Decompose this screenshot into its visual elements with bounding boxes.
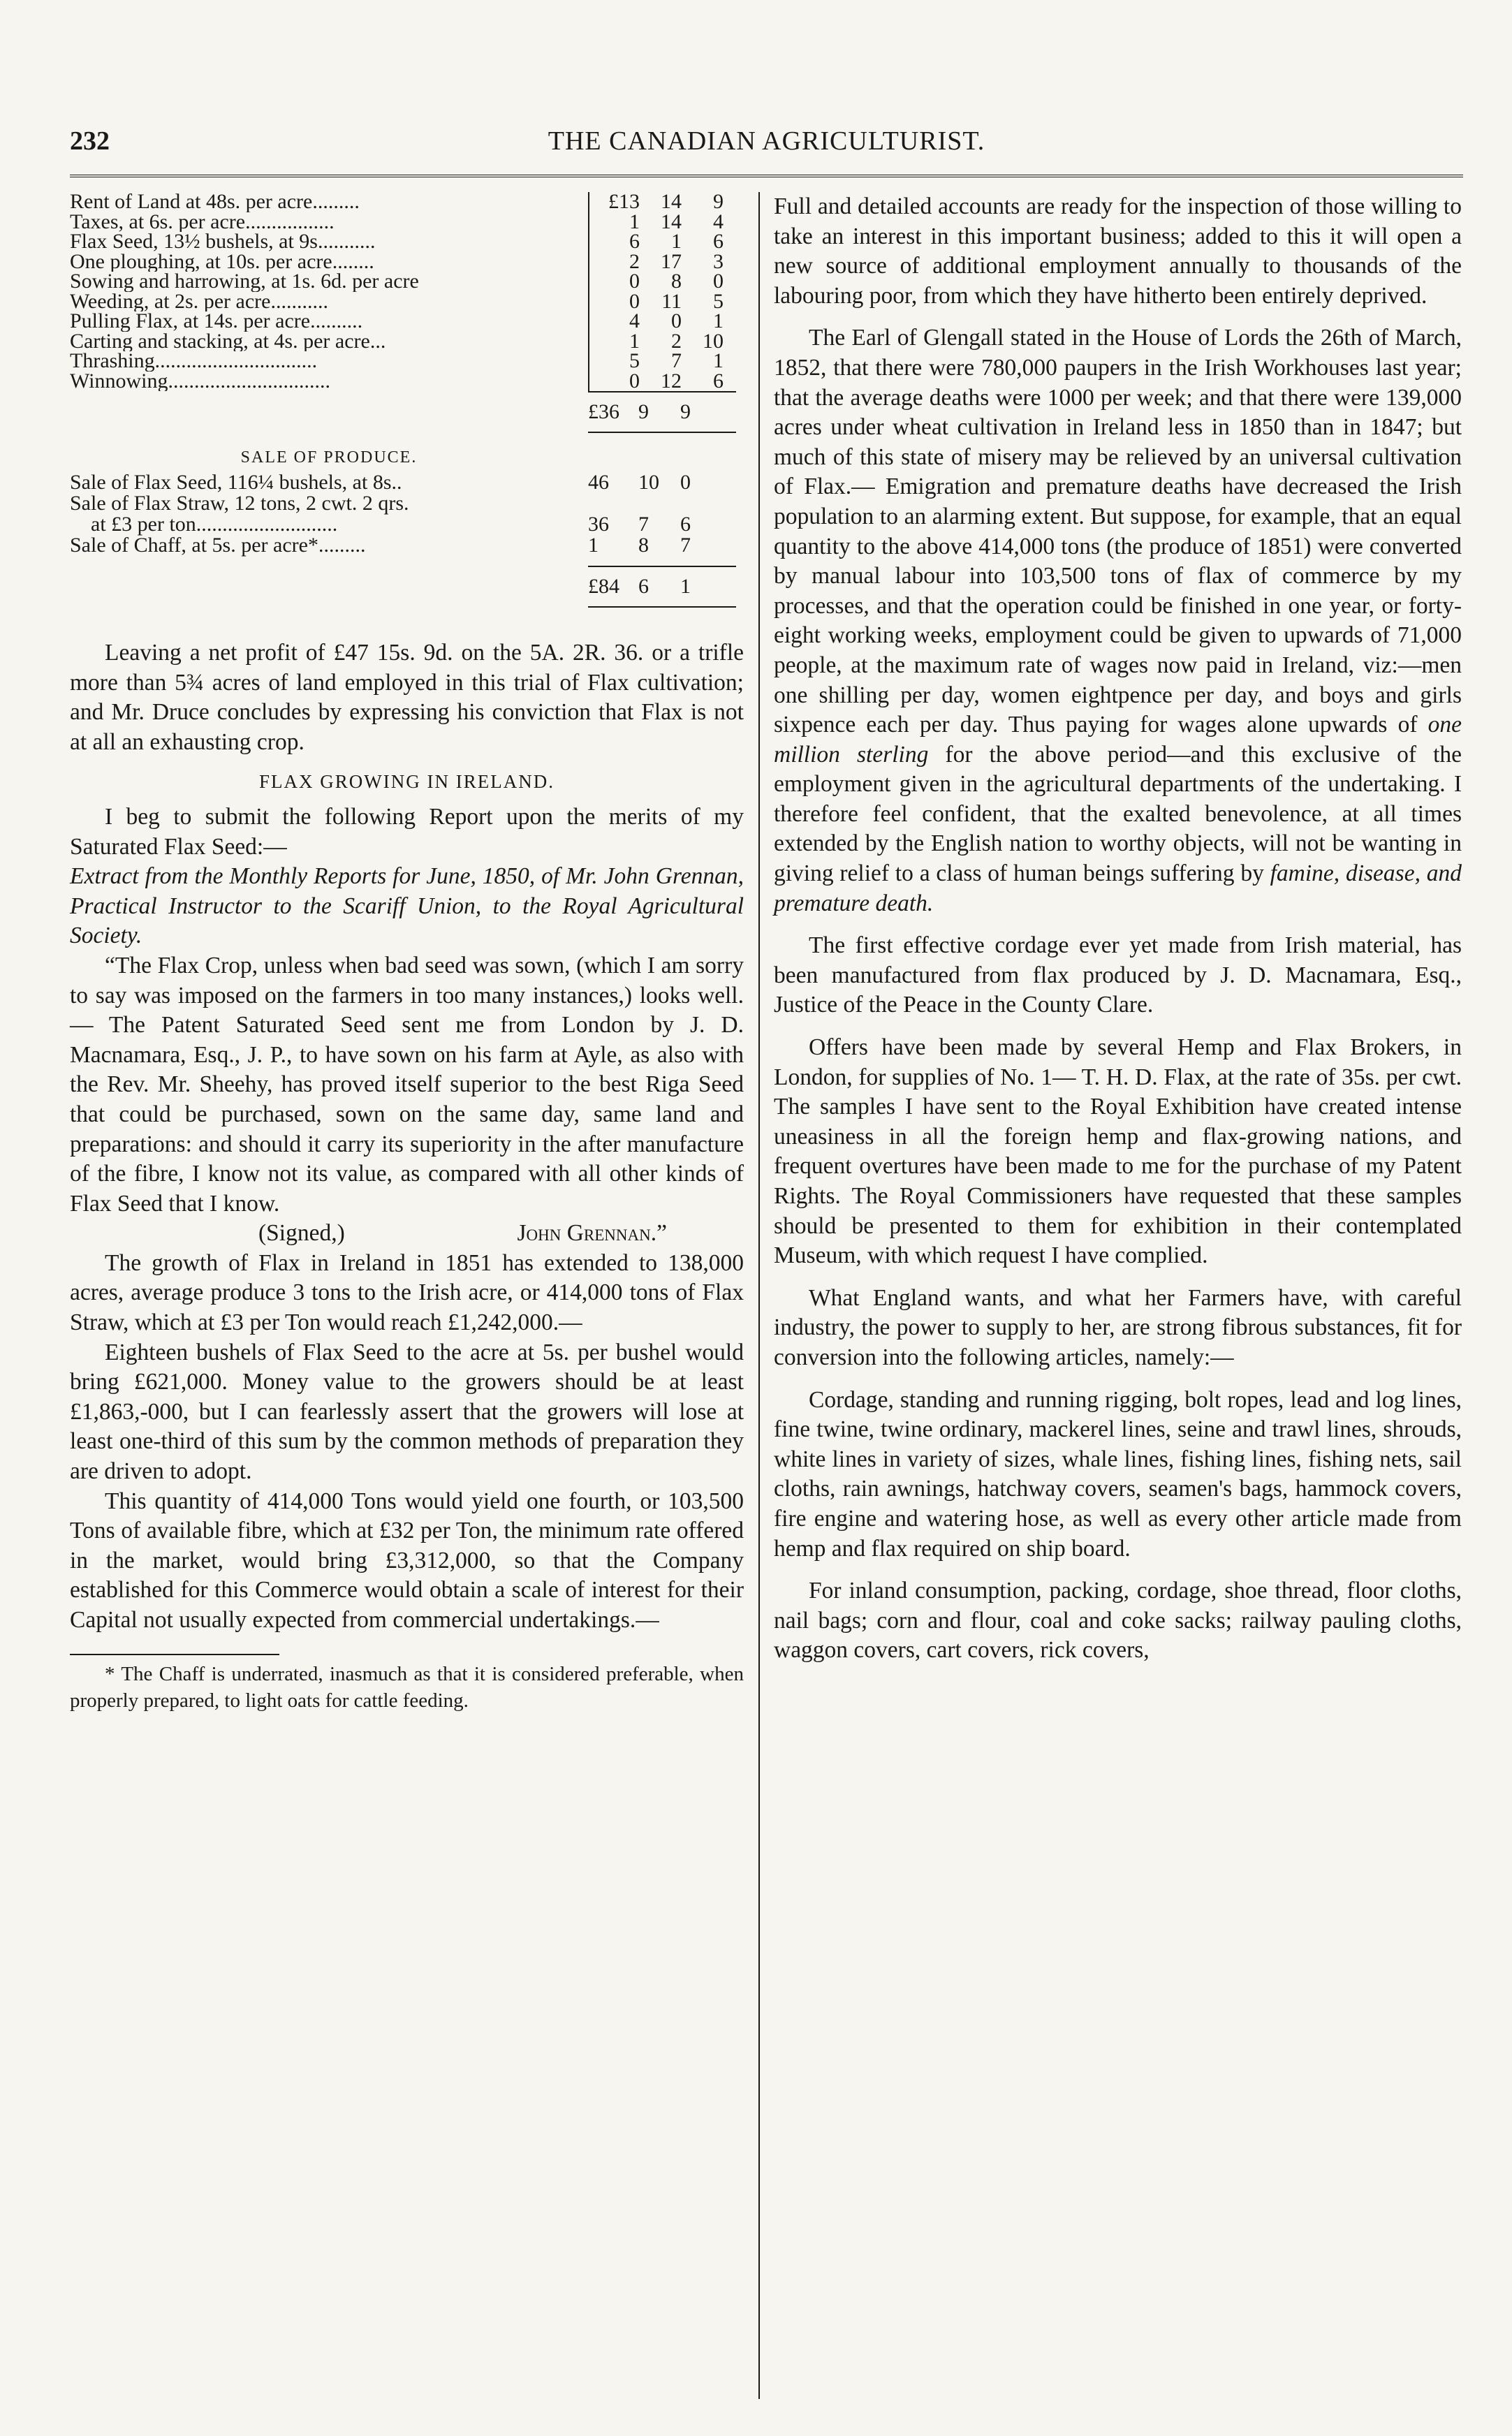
- fibre-paragraph: This quantity of 414,000 Tons would yield one fourth, or 103,500 Tons of available fibre, which at £32 per Ton, the minimum rate offered in the market, would bring £3,312,000, so that the Company established for this Commerce would obtain a scale of interest for their Capital not usually expected from commercial undertakings.—: [70, 1488, 744, 1633]
- produce-row: at £3 per ton........................... 36 7 6: [70, 513, 691, 536]
- england-paragraph: What England wants, and what her Farmers have, with careful industry, the power to supply to her, are strong fibrous substances, fit for conversion into the following articles, namely:—: [774, 1284, 1462, 1370]
- expense-row: Weeding, at 2s. per acre........... 0 11 5: [70, 292, 744, 312]
- growth-paragraph: The growth of Flax in Ireland in 1851 has extended to 138,000 acres, average produce 3 tons to the Irish acre, or 414,000 tons of Flax Straw, which at £3 per Ton would reach £1,242,000.—: [70, 1249, 744, 1336]
- signed-label: (Signed,): [258, 1220, 345, 1247]
- expense-row: Taxes, at 6s. per acre................. 1 14 4: [70, 212, 744, 233]
- report-intro: I beg to submit the following Report upon the merits of my Saturated Flax Seed:—: [70, 803, 744, 860]
- seed-paragraph: Eighteen bushels of Flax Seed to the acre at 5s. per bushel would bring £621,000. Money value to the growers should be at least £1,863,-000, but I can fearlessly assert that the growers will lose at least one-third of this sum by the common methods of preparation they are driven to adopt.: [70, 1339, 744, 1485]
- articles-paragraph: Cordage, standing and running rigging, bolt ropes, lead and log lines, fine twine, twine ordinary, mackerel lines, seine and trawl lines, shrouds, white lines in variety of sizes, whale lines, fishing lines, fishing nets, sail cloths, rain awnings, hatchway covers, seamen's bags, hammock covers, fire engine and watering hose, as well as every other article made from hemp and flax required on ship board.: [774, 1386, 1462, 1562]
- accounts-paragraph: Full and detailed accounts are ready for the inspection of those willing to take an interest in this important business; added to this it will open a new source of additional employment annually to thousands of the labouring poor, from which they have hitherto been entirely deprived.: [774, 193, 1462, 309]
- footnote: * The Chaff is underrated, inasmuch as that it is considered preferable, when properly prepared, to light oats for cattle feeding.: [70, 1662, 744, 1712]
- cordage-paragraph: The first effective cordage ever yet made from Irish material, has been manufactured from flax produced by J. D. Macnamara, Esq., Justice of the Peace in the County Clare.: [774, 932, 1462, 1018]
- expense-row: Pulling Flax, at 14s. per acre.......... 4 0 1: [70, 311, 744, 332]
- produce-total: £84 6 1: [588, 575, 691, 598]
- running-title: THE CANADIAN AGRICULTURIST.: [548, 126, 985, 156]
- section-heading: FLAX GROWING IN IRELAND.: [259, 771, 555, 793]
- expense-row: Carting and stacking, at 4s. per acre... 1 2 10: [70, 332, 744, 352]
- produce-row: Sale of Flax Seed, 116¼ bushels, at 8s.. 46 10 0: [70, 471, 691, 494]
- expense-row: Winnowing............................... 0 12 6: [70, 372, 744, 392]
- expense-row: One ploughing, at 10s. per acre........ 2 17 3: [70, 252, 744, 272]
- produce-row: Sale of Chaff, at 5s. per acre*......... 1 8 7: [70, 534, 691, 557]
- header-rule: [70, 175, 1463, 177]
- total-rule: [588, 432, 736, 433]
- glengall-paragraph: The Earl of Glengall stated in the House of Lords the 26th of March, 1852, that there were 780,000 paupers in the Irish Workhouses last year; that the average deaths were 1000 per week; and that there were 139,000 acres under wheat cultivation in Ireland less in 1850 than in 1847; but much of this state of misery may be relieved by an universal cultivation of Flax.— Emigration and premature deaths have decreased the Irish population to an alarming extent. But suppose, for example, that an equal quantity to the above 414,000 tons (the produce of 1851) were converted by manual labour into 103,500 tons of flax of commerce by my processes, and that the operation could be finished in one year, or forty-eight working weeks, employment could be given to upwards of 71,000 people, at the maximum rate of wages now paid in Ireland, viz:—men one shilling per day, women eightpence per day, and boys and girls sixpence each per day. Thus paying for wages alone upwards of one million sterling for the above period—and this exclusive of the employment given in the agricultural departments of the undertaking. I therefore feel confident, that the exalted benevolence, at all times extended by the English nation to worthy objects, will not be wanting in giving relief to a class of human beings suffering by famine, disease, and premature death.: [774, 325, 1462, 916]
- expense-row: Thrashing............................... 5 7 1: [70, 351, 744, 372]
- page-number: 232: [70, 126, 110, 156]
- quoted-report: “The Flax Crop, unless when bad seed was sown, (which I am sorry to say was imposed on the farmers in too many instances,) looks well.— The Patent Saturated Seed sent me from London by J. D. Macnamara, Esq., J. P., to have sown on his farm at Ayle, as also with the Rev. Mr. Sheehy, has proved itself superior to the best Riga Seed that could be purchased, sown on the same day, same land and preparations: and should it carry its superiority in the after manufacture of the fibre, I know not its value, as compared with all other kinds of Flax Seed that I know.: [70, 952, 744, 1217]
- expense-total: £36 9 9: [588, 400, 691, 423]
- produce-heading: SALE OF PRODUCE.: [240, 448, 418, 467]
- net-profit-paragraph: Leaving a net profit of £47 15s. 9d. on the 5A. 2R. 36. or a trifle more than 5¾ acres of land employed in this trial of Flax cultivation; and Mr. Druce concludes by expressing his conviction that Flax is not at all an exhausting crop.: [70, 640, 744, 755]
- produce-row: Sale of Flax Straw, 12 tons, 2 cwt. 2 qrs.: [70, 492, 409, 515]
- footnote-rule: [70, 1654, 279, 1655]
- expense-table: [70, 192, 744, 608]
- page-header: [70, 126, 1463, 175]
- expense-row: Sowing and harrowing, at 1s. 6d. per acre 0 8 0: [70, 272, 744, 292]
- signature-line: [70, 1219, 744, 1249]
- left-column: [70, 192, 744, 1714]
- offers-paragraph: Offers have been made by several Hemp and Flax Brokers, in London, for supplies of No. 1— T. H. D. Flax, at the rate of 35s. per cwt. The samples I have sent to the Royal Exhibition have created intense uneasiness in all the foreign hemp and flax-growing nations, and frequent overtures have been made to me for the purchase of my Patent Rights. The Royal Commissioners have requested that these samples should be presented to them for exhibition in their contemplated Museum, with which request I have complied.: [774, 1034, 1462, 1269]
- signer-name: John Grennan.”: [517, 1220, 667, 1247]
- right-column: [774, 192, 1462, 1666]
- expense-row: Flax Seed, 13½ bushels, at 9s........... 6 1 6: [70, 232, 744, 252]
- expense-row: Rent of Land at 48s. per acre......... £13 14 9: [70, 192, 744, 212]
- extract-heading: Extract from the Monthly Reports for June, 1850, of Mr. John Grennan, Practical Instructor to the Scariff Union, to the Royal Agricultural Society.: [70, 863, 744, 949]
- column-divider: [758, 192, 760, 2399]
- inland-paragraph: For inland consumption, packing, cordage, shoe thread, floor cloths, nail bags; corn and flour, coal and coke sacks; railway pauling cloths, waggon covers, cart covers, rick covers,: [774, 1578, 1462, 1664]
